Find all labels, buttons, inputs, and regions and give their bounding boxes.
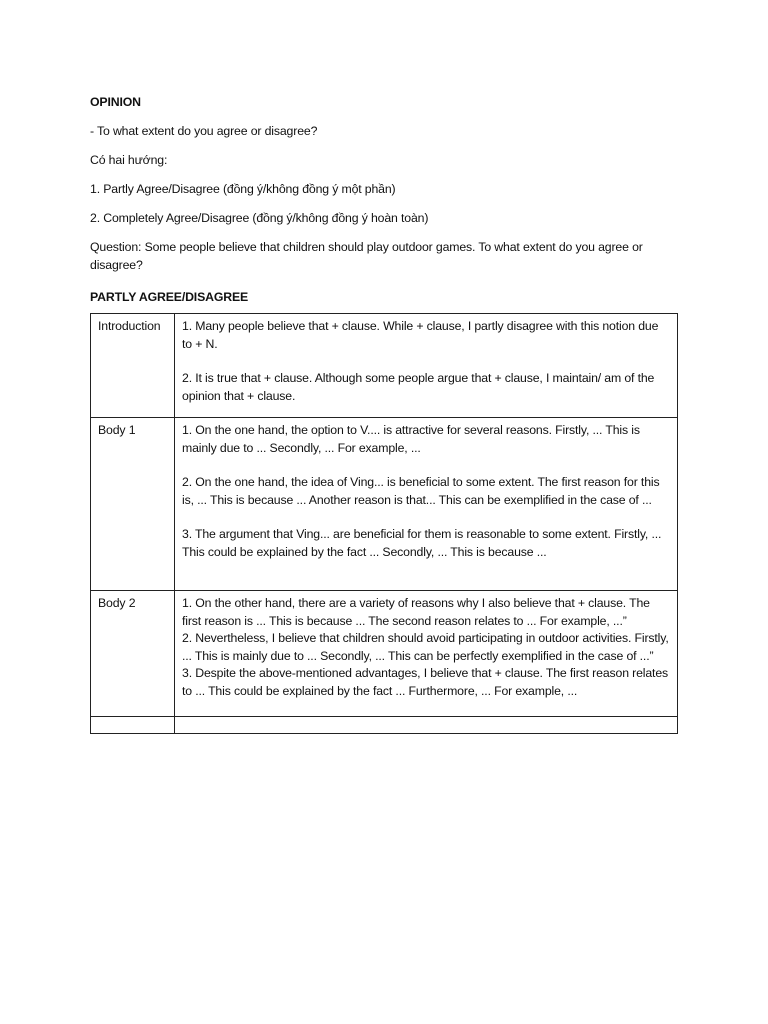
row-content-cell — [175, 314, 678, 418]
row-label: Body 2 — [98, 596, 136, 610]
template-sentence: 2. Nevertheless, I believe that children should avoid participating in outdoor activities. Firstly, ... This is mainly due to ... Secondly, ... This can be perfectly exemplified in the case of ...” — [182, 631, 669, 663]
empty-cell — [175, 717, 678, 734]
template-sentence: 3. The argument that Ving... are beneficial for them is reasonable to some extent. Firstly, ... This could be explained by the fact ... Secondly, ... This is because ... — [182, 527, 662, 559]
table-row — [91, 314, 678, 418]
row-content-cell — [175, 591, 678, 717]
approaches-intro: Có hai hướng: — [90, 153, 168, 167]
essay-structure-table — [90, 313, 678, 734]
approach-1: 1. Partly Agree/Disagree (đồng ý/không đồng ý một phần) — [90, 182, 396, 196]
table-row — [91, 418, 678, 591]
row-label-cell — [91, 418, 175, 591]
template-sentence: 2. On the one hand, the idea of Ving... is beneficial to some extent. The first reason for this is, ... This is because ... Another reason is that... This can be exemplified in the case of ... — [182, 475, 660, 507]
row-content-cell — [175, 418, 678, 591]
template-sentence: 1. On the one hand, the option to V.... is attractive for several reasons. Firstly, ... This is mainly due to ... Secondly, ... For example, ... — [182, 423, 640, 455]
empty-cell — [91, 717, 175, 734]
row-label: Introduction — [98, 319, 161, 333]
question-type: - To what extent do you agree or disagree? — [90, 124, 318, 138]
row-label-cell — [91, 314, 175, 418]
approach-2: 2. Completely Agree/Disagree (đồng ý/không đồng ý hoàn toàn) — [90, 211, 429, 225]
question-label: Question: — [90, 240, 142, 254]
question-text: Some people believe that children should play outdoor games. To what extent do you agree or disagree? — [90, 240, 643, 272]
template-sentence: 1. On the other hand, there are a variety of reasons why I also believe that + clause. The first reason is ... This is because ... The second reason relates to ... For example, ...” — [182, 596, 650, 628]
question-paragraph — [90, 238, 680, 274]
row-label: Body 1 — [98, 423, 136, 437]
table-row-empty — [91, 717, 678, 734]
document-heading: OPINION — [90, 95, 141, 109]
template-sentence: 2. It is true that + clause. Although some people argue that + clause, I maintain/ am of the opinion that + clause. — [182, 371, 655, 403]
template-sentence: 1. Many people believe that + clause. While + clause, I partly disagree with this notion due to + N. — [182, 319, 659, 351]
table-row — [91, 591, 678, 717]
row-label-cell — [91, 591, 175, 717]
section-title: PARTLY AGREE/DISAGREE — [90, 290, 249, 304]
template-sentence: 3. Despite the above-mentioned advantages, I believe that + clause. The first reason relates to ... This could be explained by the fact ... Furthermore, ... For example, ... — [182, 666, 669, 698]
